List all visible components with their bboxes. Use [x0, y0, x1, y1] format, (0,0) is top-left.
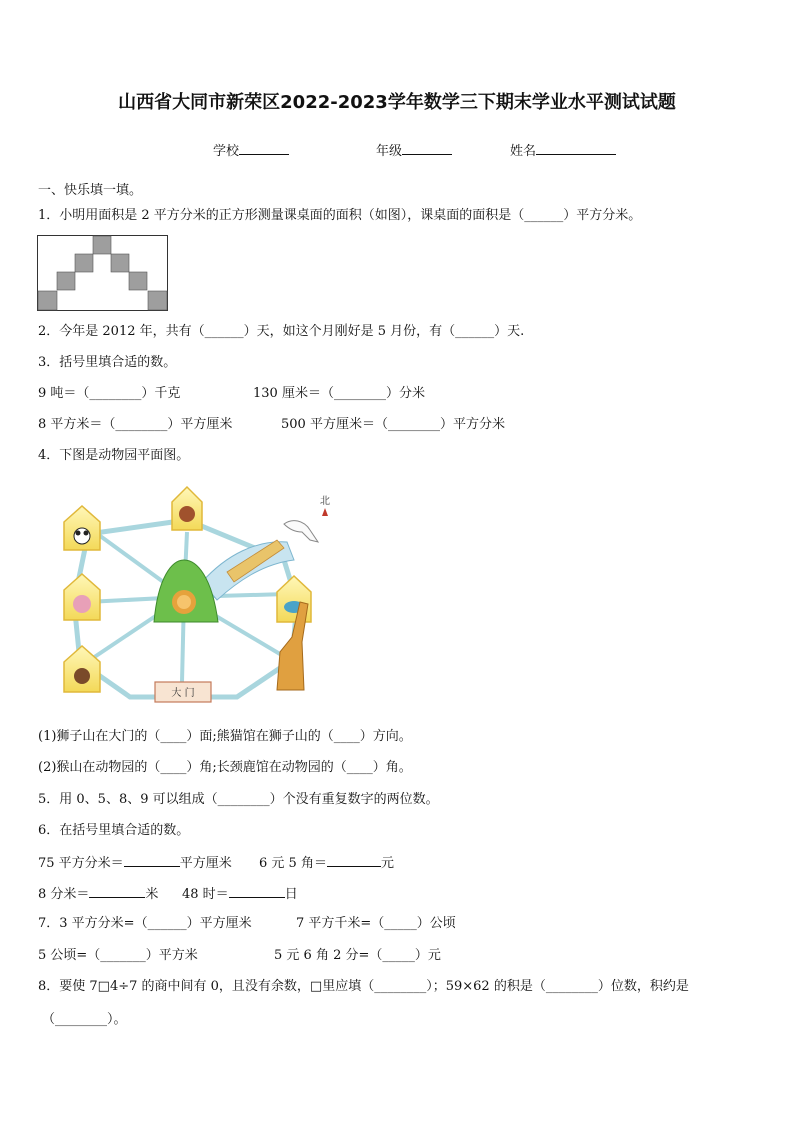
section-heading: 一、快乐填一填。: [38, 183, 143, 198]
page-title: 山西省大同市新荣区2022-2023学年数学三下期末学业水平测试试题: [118, 92, 676, 113]
question-7-a: 7．3 平方分米=（______）平方厘米: [38, 916, 252, 931]
north-arrow-icon: [322, 508, 328, 516]
question-4-1: (1)狮子山在大门的（____）面;熊猫馆在狮子山的（____）方向。: [38, 729, 412, 744]
question-8-line-2: （________）。: [42, 1012, 127, 1027]
grade-field[interactable]: 年级: [376, 142, 452, 160]
q6-item-3: 8 分米＝ 米: [38, 887, 159, 902]
question-2: 2．今年是 2012 年，共有（______）天，如这个月刚好是 5 月份，有（______）天.: [38, 324, 525, 339]
question-4-2: (2)猴山在动物园的（____）角;长颈鹿馆在动物园的（____）角。: [38, 760, 412, 775]
question-6: 6．在括号里填合适的数。: [38, 823, 190, 838]
q3-item-4: 500 平方厘米＝（________）平方分米: [281, 417, 505, 432]
q6-item-1: 75 平方分米＝ 平方厘米: [38, 856, 232, 871]
q3-item-1: 9 吨＝（________）千克: [38, 386, 181, 401]
q3-item-2: 130 厘米＝（________）分米: [253, 386, 425, 401]
q6-item-4: 48 时＝ 日: [182, 887, 298, 902]
question-7-d: 5 元 6 角 2 分=（_____）元: [274, 948, 441, 963]
gate-label: 大 门: [171, 688, 195, 699]
q3-item-3: 8 平方米＝（________）平方厘米: [38, 417, 233, 432]
question-7-b: 7 平方千米=（_____）公顷: [296, 916, 456, 931]
q6-item-2: 6 元 5 角＝ 元: [259, 856, 394, 871]
north-label: 北: [320, 496, 330, 507]
name-field[interactable]: 姓名: [510, 142, 616, 160]
question-7-c: 5 公顷=（_______）平方米: [38, 948, 198, 963]
question-8-line-1: 8．要使 7□4÷7 的商中间有 0，且没有余数，□里应填（________）；59×62 的积是（________）位数，积约是: [38, 979, 689, 994]
school-field[interactable]: 学校: [213, 142, 289, 160]
zoo-map: [52, 482, 342, 714]
question-5: 5．用 0、5、8、9 可以组成（________）个没有重复数字的两位数。: [38, 792, 439, 807]
desk-squares-figure: [37, 235, 169, 311]
question-3: 3．括号里填合适的数。: [38, 355, 177, 370]
question-1: 1．小明用面积是 2 平方分米的正方形测量课桌面的面积（如图），课桌面的面积是（______）平方分米。: [38, 208, 642, 223]
question-4: 4．下图是动物园平面图。: [38, 448, 190, 463]
